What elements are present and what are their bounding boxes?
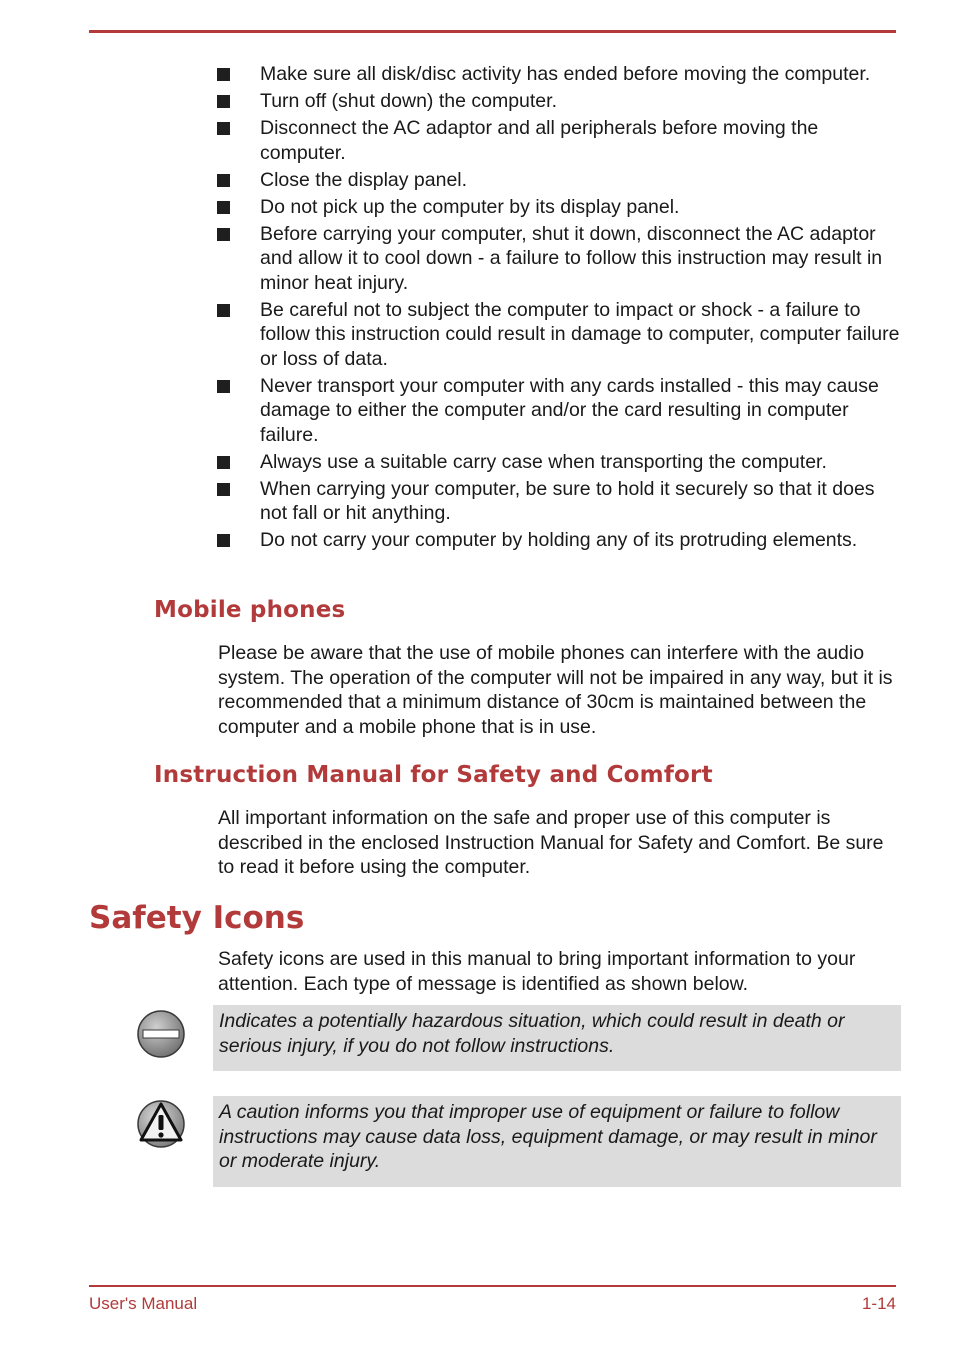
bullet-square-icon <box>217 122 230 135</box>
prohibition-icon <box>135 1008 187 1060</box>
list-item-text: Close the display panel. <box>260 168 468 191</box>
list-item-text: Before carrying your computer, shut it down, disconnect the AC adaptor and allow it to cool down - a failure to follow this instruction may result in minor heat injury. <box>260 222 883 294</box>
bullet-square-icon <box>217 174 230 187</box>
list-item <box>217 477 907 526</box>
header-rule <box>89 30 896 33</box>
list-item-text: Disconnect the AC adaptor and all peripherals before moving the computer. <box>260 117 819 164</box>
list-item <box>217 195 907 220</box>
list-item <box>217 116 907 165</box>
page-number: 1-14 <box>861 1294 896 1313</box>
safety-icons-intro: Safety icons are used in this manual to bring important information to your attention. Each type of message is identified as shown below. <box>218 948 856 995</box>
footer-title: User's Manual <box>89 1294 198 1313</box>
list-item-text: Always use a suitable carry case when transporting the computer. <box>260 450 827 473</box>
instruction-manual-text: All important information on the safe and proper use of this computer is described in the enclosed Instruction Manual for Safety and Comfort. Be sure to read it before using the computer. <box>218 807 884 878</box>
bullet-square-icon <box>217 201 230 214</box>
list-item-text: Do not carry your computer by holding any of its protruding elements. <box>260 529 858 551</box>
danger-note-text: Indicates a potentially hazardous situation, which could result in death or serious injury, if you do not follow instructions. <box>219 1010 845 1057</box>
list-item-text: Make sure all disk/disc activity has ended before moving the computer. <box>260 63 871 85</box>
bullet-square-icon <box>217 228 230 241</box>
bullet-square-icon <box>217 68 230 81</box>
list-item <box>217 168 907 193</box>
list-item <box>217 222 907 296</box>
list-item-text: Turn off (shut down) the computer. <box>260 90 557 112</box>
bullet-square-icon <box>217 483 230 496</box>
list-item <box>217 62 907 87</box>
mobile-phones-text: Please be aware that the use of mobile phones can interfere with the audio system. The operation of the computer will not be impaired in any way, but it is recommended that a minimum distance of 30cm is maintained between the computer and a mobile phone that is in use. <box>218 642 893 738</box>
footer-rule <box>89 1285 896 1287</box>
list-item <box>217 528 907 553</box>
list-item <box>217 374 907 448</box>
bullet-square-icon <box>217 95 230 108</box>
bullet-square-icon <box>217 380 230 393</box>
list-item <box>217 298 907 372</box>
list-item-text: Do not pick up the computer by its display panel. <box>260 195 680 218</box>
warning-triangle-icon <box>135 1098 187 1150</box>
caution-note <box>213 1096 901 1187</box>
list-item-text: Never transport your computer with any cards installed - this may cause damage to either the computer and/or the card resulting in computer failure. <box>260 374 879 446</box>
list-item <box>217 450 907 475</box>
danger-note <box>213 1005 901 1071</box>
bullet-square-icon <box>217 456 230 469</box>
bullet-square-icon <box>217 534 230 547</box>
list-item-text: Be careful not to subject the computer to impact or shock - a failure to follow this instruction could result in damage to computer, computer failure or loss of data. <box>260 298 900 370</box>
safety-icons-heading: Safety Icons <box>89 900 305 936</box>
instruction-manual-heading: Instruction Manual for Safety and Comfort <box>154 762 713 788</box>
list-item-text: When carrying your computer, be sure to hold it securely so that it does not fall or hit anything. <box>260 477 875 524</box>
caution-note-text: A caution informs you that improper use of equipment or failure to follow instructions may cause data loss, equipment damage, or may result in minor or moderate injury. <box>219 1101 877 1172</box>
list-item <box>217 89 907 114</box>
mobile-phones-heading: Mobile phones <box>154 597 346 623</box>
bullet-square-icon <box>217 304 230 317</box>
bullet-list <box>217 62 907 555</box>
